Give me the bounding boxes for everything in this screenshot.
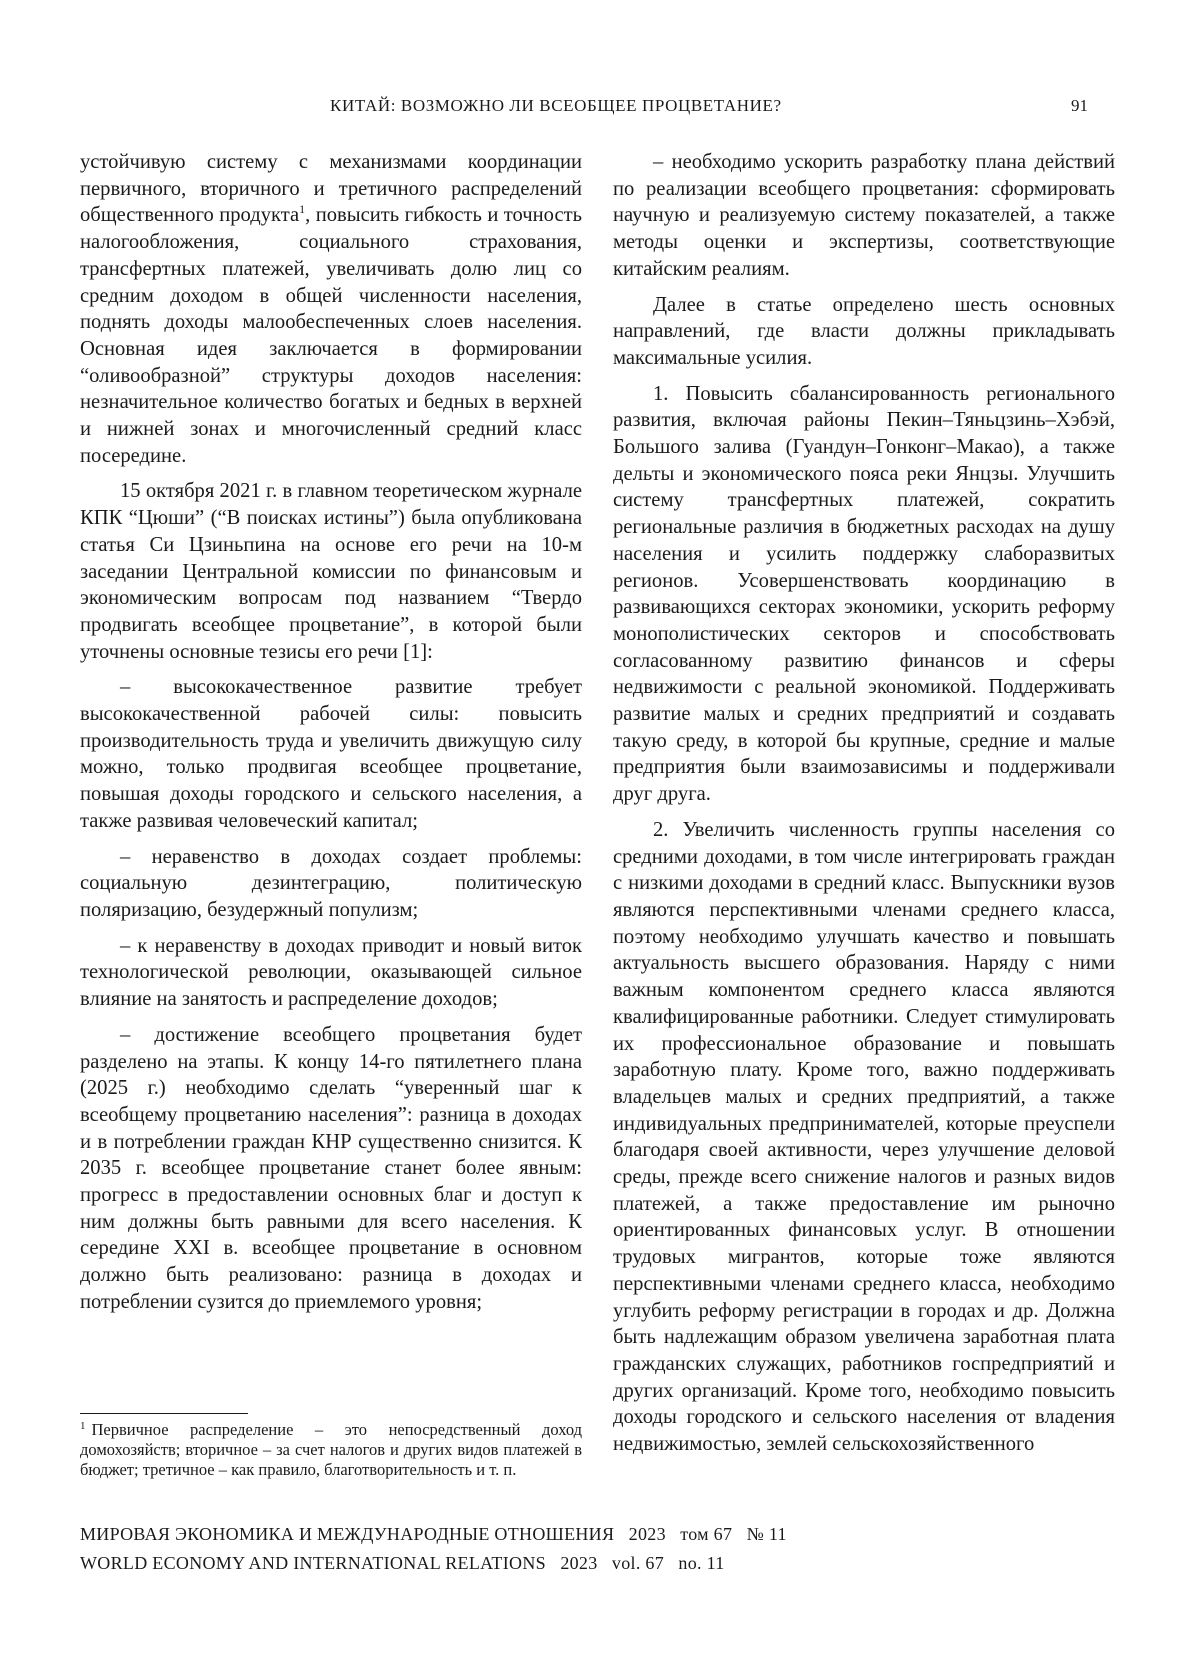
- left-p1-text: устойчивую систему с механизмами координации первичного, вторичного и третичного распределений общественного продукта: [80, 151, 582, 227]
- left-paragraph-1: [80, 149, 582, 469]
- footer-journal-en: WORLD ECONOMY AND INTERNATIONAL RELATIONS 2023 vol. 67 no. 11: [80, 1553, 725, 1573]
- footnote-rule: [80, 1413, 248, 1414]
- footnote-mark: 1: [80, 1420, 86, 1432]
- left-column: [80, 149, 582, 1316]
- footnote-ref: 1: [299, 202, 306, 217]
- left-p1-tail: , повысить гибкость и точность налогообложения, социального страхования, трансфертных платежей, увеличивать долю лиц со средним доходом в общей численности населения, поднять доходы малообеспеченных слоев населения. Основная идея заключается в формировании “оливообразной” структуры доходов населения: незначительное количество богатых и бедных в верхней и нижней зонах и многочисленный средний класс посередине.: [80, 204, 583, 467]
- footer-journal-ru: МИРОВАЯ ЭКОНОМИКА И МЕЖДУНАРОДНЫЕ ОТНОШЕНИЯ 2023 том 67 № 11: [80, 1524, 787, 1544]
- right-column: [613, 149, 1115, 1458]
- left-paragraph-2: 15 октября 2021 г. в главном теоретическом журнале КПК “Цюши” (“В поисках истины”) была опубликована статья Си Цзиньпина на основе его речи на 10-м заседании Центральной комиссии по финансовым и экономическим вопросам под названием “Твердо продвигать всеобщее процветание”, в которой были уточнены основные тезисы его речи [1]:: [80, 480, 582, 663]
- right-paragraph-1: – необходимо ускорить разработку плана действий по реализации всеобщего процветания: сформировать научную и реализуемую систему показателей, а также методы оценки и экспертизы, соответствующие китайским реалиям.: [613, 151, 1115, 280]
- footnote-text: Первичное распределение – это непосредственный доход домохозяйств; вторичное – за счет налогов и других видов платежей в бюджет; третичное – как правило, благотворительность и т. п.: [80, 1420, 582, 1479]
- right-paragraph-2: Далее в статье определено шесть основных направлений, где власти должны прикладывать максимальные усилия.: [613, 293, 1115, 369]
- footnote: [80, 1420, 582, 1480]
- left-paragraph-5: – к неравенству в доходах приводит и новый виток технологической революции, оказывающей сильное влияние на занятость и распределение доходов;: [80, 934, 582, 1011]
- page-number: 91: [1071, 96, 1088, 115]
- left-paragraph-3: – высококачественное развитие требует высококачественной рабочей силы: повысить производительность труда и увеличить движущую силу можно, только продвигая всеобщее процветание, повышая доходы городского и сельского населения, а также развивая человеческий капитал;: [80, 676, 582, 832]
- right-paragraph-4: 2. Увеличить численность группы населения со средними доходами, в том числе интегрировать граждан с низкими доходами в средний класс. Выпускники вузов являются перспективными членами среднего класса, поэтому необходимо улучшать качество и повышать актуальность высшего образования. Наряду с ними важным компонентом среднего класса являются квалифицированные работники. Следует стимулировать их профессиональное образование и повышать заработную плату. Кроме того, важно поддерживать владельцев малых и средних предприятий, а также индивидуальных предпринимателей, которые преуспели благодаря своей активности, через улучшение деловой среды, прежде всего снижение налогов и разных видов платежей, а также предоставление им рыночно ориентированных финансовых услуг. В отношении трудовых мигрантов, которые тоже являются перспективными членами среднего класса, необходимо углубить реформу регистрации в городах и др. Должна быть надлежащим образом увеличена заработная плата гражданских служащих, работников госпредприятий и других организаций. Кроме того, необходимо повысить доходы городского и сельского населения от владения недвижимостью, землей сельскохозяйственного: [613, 818, 1115, 1456]
- left-paragraph-6: – достижение всеобщего процветания будет разделено на этапы. К концу 14-го пятилетнего плана (2025 г.) необходимо сделать “уверенный шаг к всеобщему процветанию населения”: разница в доходах и в потреблении граждан КНР существенно снизится. К 2035 г. всеобщее процветание станет более явным: прогресс в предоставлении основных благ и доступ к ним должны быть равными для всего населения. К середине XXI в. всеобщее процветание в основном должно быть реализовано: разница в доходах и потреблении сузится до приемлемого уровня;: [80, 1023, 582, 1313]
- left-paragraph-4: – неравенство в доходах создает проблемы: социальную дезинтеграцию, политическую поляризацию, безудержный популизм;: [80, 845, 582, 921]
- right-paragraph-3: 1. Повысить сбалансированность регионального развития, включая районы Пекин–Тяньцзинь–Хэбэй, Большого залива (Гуандун–Гонконг–Макао), а также дельты и экономического пояса реки Янцзы. Улучшить систему трансфертных платежей, сократить региональные различия в бюджетных расходах на душу населения и усилить поддержку слаборазвитых регионов. Усовершенствовать координацию в развивающихся секторах экономики, ускорить реформу монополистических секторов и способствовать согласованному развитию финансов и сферы недвижимости с реальной экономикой. Поддерживать развитие малых и средних предприятий и создавать такую среду, в которой бы крупные, средние и малые предприятия были взаимозависимы и поддерживали друг друга.: [613, 382, 1115, 806]
- running-header: КИТАЙ: ВОЗМОЖНО ЛИ ВСЕОБЩЕЕ ПРОЦВЕТАНИЕ?: [330, 96, 782, 115]
